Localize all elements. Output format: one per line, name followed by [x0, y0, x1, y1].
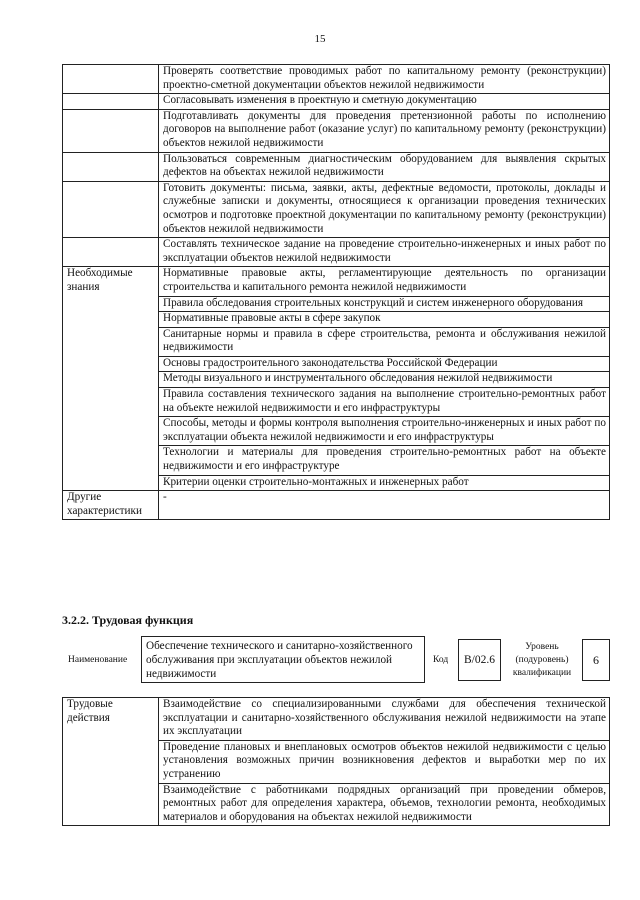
- skill-item: Составлять техническое задание на проведение строительно-инженерных и иных работ по эксплуатации объектов нежилой недвижимости: [159, 238, 610, 267]
- knowledge-item: Правила обследования строительных конструкций и систем инженерного оборудования: [159, 296, 610, 312]
- table-row: [63, 238, 610, 267]
- function-name-label: Наименование: [68, 655, 128, 665]
- requirements-table: [62, 64, 610, 520]
- qualification-level-label: Уровень (подуровень) квалификации: [512, 642, 572, 678]
- knowledge-item: Правила составления технического задания на выполнение строительно-ремонтных работ на объекте нежилой недвижимости и его инфраструктуры: [159, 388, 610, 417]
- actions-label: Трудовые действия: [63, 698, 159, 826]
- skill-item: Пользоваться современным диагностическим оборудованием для выявления скрытых дефектов на объектах нежилой недвижимости: [159, 152, 610, 181]
- empty-label-cell: [63, 94, 159, 110]
- knowledge-item: Критерии оценки строительно-монтажных и инженерных работ: [159, 475, 610, 491]
- skill-item: Проверять соответствие проводимых работ по капитальному ремонту (реконструкции) проектно-сметной документации объектов нежилой недвижимости: [159, 65, 610, 94]
- skill-item: Готовить документы: письма, заявки, акты, дефектные ведомости, протоколы, доклады и служебные записки и документы, относящиеся к организации проведения технических осмотров и подготовке проектной документации по капитальному ремонту (реконструкции) объектов нежилой недвижимости: [159, 181, 610, 237]
- skill-item: Согласовывать изменения в проектную и сметную документацию: [159, 94, 610, 110]
- other-characteristics-value: -: [159, 491, 610, 520]
- skill-item: Подготавливать документы для проведения претензионной работы по исполнению договоров на выполнение работ (оказание услуг) по капитальному ремонту (реконструкции) объектов нежилой недвижимости: [159, 109, 610, 152]
- other-characteristics-label: Другие характеристики: [63, 491, 159, 520]
- table-row: [63, 94, 610, 110]
- knowledge-item: Нормативные правовые акты, регламентирующие деятельность по организации строительства и капитального ремонта нежилой недвижимости: [159, 267, 610, 296]
- action-item: Взаимодействие со специализированными службами для обеспечения технической эксплуатации и санитарно-хозяйственного обслуживания нежилой недвижимости на этапе их эксплуатации: [159, 698, 610, 741]
- qualification-level-box: 6: [582, 639, 610, 681]
- empty-label-cell: [63, 238, 159, 267]
- table-row: [63, 491, 610, 520]
- function-code-label: Код: [433, 655, 449, 665]
- empty-label-cell: [63, 181, 159, 237]
- function-name-box: Обеспечение технического и санитарно-хозяйственного обслуживания при эксплуатации объектов нежилой недвижимости: [141, 636, 425, 683]
- table-row: [63, 152, 610, 181]
- function-code-box: B/02.6: [458, 639, 501, 681]
- table-row: [63, 698, 610, 741]
- knowledge-item: Санитарные нормы и правила в сфере строительства, ремонта и обслуживания нежилой недвижимости: [159, 327, 610, 356]
- table-row: [63, 267, 610, 296]
- action-item: Взаимодействие с работниками подрядных организаций при проведении обмеров, ремонтных работ для определения характера, объемов, технологии ремонта, необходимых материалов и оборудования на объектах нежилой недвижимости: [159, 783, 610, 826]
- knowledge-item: Нормативные правовые акты в сфере закупок: [159, 312, 610, 328]
- knowledge-item: Основы градостроительного законодательства Российской Федерации: [159, 356, 610, 372]
- empty-label-cell: [63, 109, 159, 152]
- knowledge-item: Методы визуального и инструментального обследования нежилой недвижимости: [159, 372, 610, 388]
- table-row: [63, 181, 610, 237]
- knowledge-item: Способы, методы и формы контроля выполнения строительно-инженерных и иных работ по эксплуатации объекта нежилой недвижимости и его инфраструктуры: [159, 417, 610, 446]
- actions-table: [62, 697, 610, 826]
- empty-label-cell: [63, 152, 159, 181]
- page-number: 15: [314, 33, 326, 45]
- table-row: [63, 109, 610, 152]
- knowledge-item: Технологии и материалы для проведения строительно-ремонтных работ на объекте недвижимости и его инфраструктуре: [159, 446, 610, 475]
- action-item: Проведение плановых и внеплановых осмотров объектов нежилой недвижимости с целью установления возможных причин возникновения дефектов и выработки мер по их устранению: [159, 740, 610, 783]
- table-row: [63, 65, 610, 94]
- empty-label-cell: [63, 65, 159, 94]
- section-title: 3.2.2. Трудовая функция: [62, 613, 194, 627]
- knowledge-label: Необходимые знания: [63, 267, 159, 491]
